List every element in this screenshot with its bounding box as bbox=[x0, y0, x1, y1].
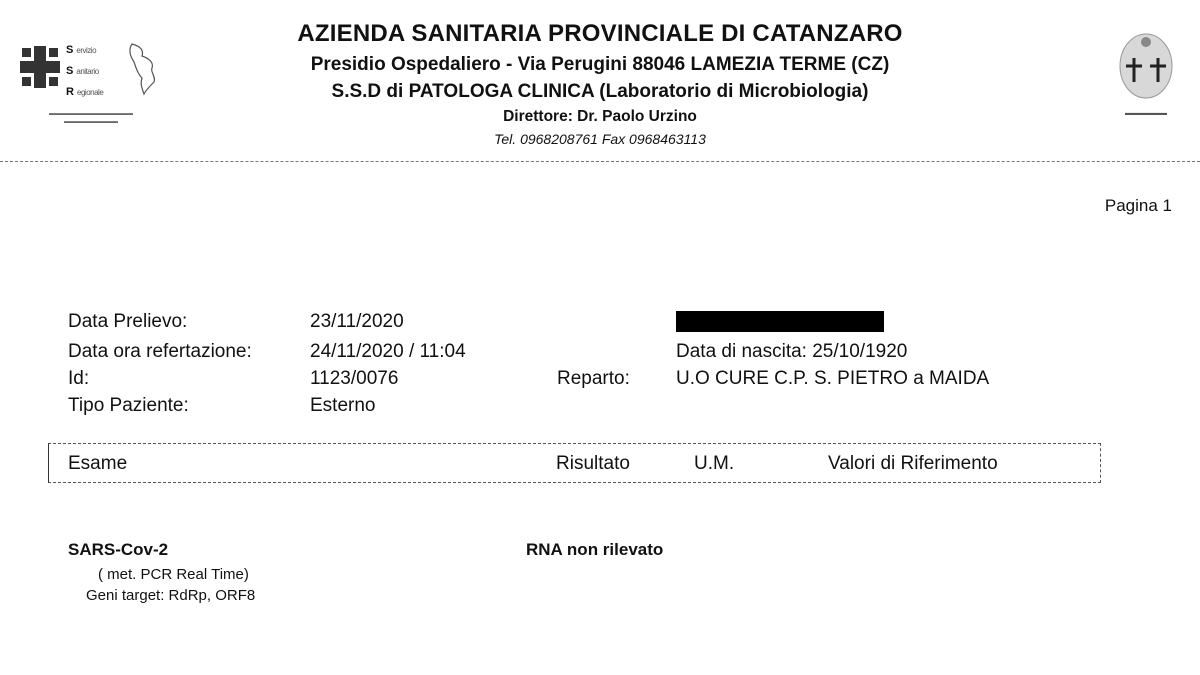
exam-name: SARS-Cov-2 bbox=[68, 540, 169, 559]
presidio-address: Presidio Ospedaliero - Via Perugini 88046 LAMEZIA TERME (CZ) bbox=[310, 54, 890, 75]
organization-title: AZIENDA SANITARIA PROVINCIALE DI CATANZARO bbox=[297, 20, 903, 47]
sample-date-label: Data Prelievo: bbox=[68, 311, 188, 332]
header-divider bbox=[0, 161, 1200, 162]
sample-date-value: 23/11/2020 bbox=[310, 311, 404, 332]
report-datetime-value: 24/11/2020 / 11:04 bbox=[310, 341, 466, 362]
ward-value: U.O CURE C.P. S. PIETRO a MAIDA bbox=[676, 368, 990, 389]
patient-type-value: Esterno bbox=[310, 395, 376, 416]
column-result: Risultato bbox=[556, 453, 630, 474]
page-number: Pagina 1 bbox=[1104, 196, 1172, 215]
ssr-logo-text: S ervizio S anitario R egionale bbox=[66, 44, 104, 98]
redacted-patient-name bbox=[676, 311, 884, 332]
column-unit: U.M. bbox=[694, 453, 735, 474]
exam-targets: Geni target: RdRp, ORF8 bbox=[86, 587, 256, 604]
id-label: Id: bbox=[68, 368, 90, 389]
exam-result: RNA non rilevato bbox=[526, 540, 664, 559]
contact-info: Tel. 0968208761 Fax 0968463113 bbox=[494, 131, 706, 147]
column-reference-values: Valori di Riferimento bbox=[828, 453, 998, 474]
birth-date: Data di nascita: 25/10/1920 bbox=[676, 341, 908, 362]
ssr-logo-caption: ▬▬▬▬▬▬▬▬▬▬▬▬▬▬ ▬▬▬▬▬▬▬▬▬ bbox=[49, 111, 133, 125]
director-name: Direttore: Dr. Paolo Urzino bbox=[503, 108, 697, 125]
department-name: S.S.D di PATOLOGA CLINICA (Laboratorio di Microbiologia) bbox=[331, 81, 869, 102]
ward-label: Reparto: bbox=[557, 368, 630, 389]
exam-method: ( met. PCR Real Time) bbox=[98, 566, 249, 583]
patient-type-label: Tipo Paziente: bbox=[68, 395, 189, 416]
report-datetime-label: Data ora refertazione: bbox=[68, 341, 252, 362]
seal-caption: ▬▬▬▬▬▬ bbox=[1125, 110, 1167, 117]
column-exam: Esame bbox=[68, 453, 128, 474]
id-value: 1123/0076 bbox=[310, 368, 399, 389]
